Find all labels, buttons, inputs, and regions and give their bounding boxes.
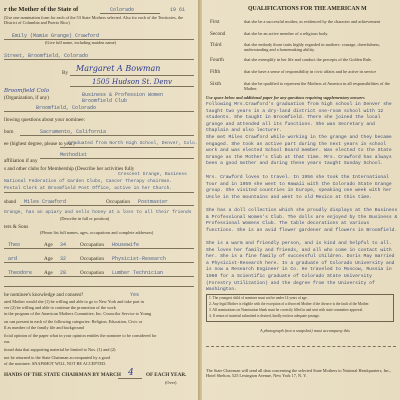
activities-label: s and other clubs for Membership (Describe her activities fully [4,166,135,172]
narrative-paragraph: She has a doll collection which she proudly displays at the Business & Professional Women's Club. The dolls are enjoyed by the Business & Professional Womens Club. The table decorations at various functions. She is an avid flower gardener and flowers in Broomfield. [206,208,398,233]
question-line: on can present in each of the following categories: Religion, Education, Civic or [4,319,143,324]
footnotes-box [206,294,394,322]
qualification-label: Third [210,42,222,48]
born-label: born [4,129,14,135]
qualification-label: First [210,19,220,25]
education-label: ee (highest degree, please to year) [4,141,75,147]
footnote: 3. All nominations on Nomination blank must be correctly filled in and sent with state committee approval. [209,308,364,312]
qualification-text: that she have a sense of responsibility in civic affairs and be active in service [244,69,377,74]
age-label: Age [44,242,53,248]
question-line: ver (2) be willing and able to continue the promotion of the work [4,305,116,310]
form-title: r the Mother of the State of [4,6,79,13]
photo-note: A photograph (not a snapshot) must accompany this [260,328,350,333]
org-address: Broomfield, Colorado [36,105,97,111]
activities-value-2: National Federation of Garden Clubs, Cancer Therapy chairman. [4,179,173,184]
org-name-2: Broomfield Club [82,98,128,104]
form-note: (Use one nomination form for each of the 53 State Mothers selected. Also for each of the Territories, the District of Columbia and Puerto Rico) [4,15,184,26]
qualifications-title: QUALIFICATIONS FOR THE AMERICAN M [248,6,367,12]
child-name: Theo [8,242,21,248]
children-note: (Please list full names, ages, occupations and complete addresses) [40,230,154,235]
by-label: By [62,70,69,76]
supplementary-instructions: Use space below and additional paper for any questions requiring supplementary answers [206,95,365,100]
name-note: (Give full name, including maiden name) [45,40,117,45]
narrative-paragraph: She is a warm and friendly person, and is kind and helpful to all. She loves her family and friends, and all who come in contact with her. She is a fine family of successful children. Doris May married a Physicist-Research here. Is a graduate of Colorado University and is now a Research Engineer in Co. He traveled to Moscow, Russia in 1960 for a Scientific graduate of Colorado State University (Forestry Utilization) and the degree from the University of Washington. [206,241,395,293]
qualification-label: Second [210,31,226,37]
child-age: 34 [60,242,67,248]
question-line: of the nominee. SNAPSHOT WILL NOT BE ACCEPTED. [4,361,107,366]
org-name-1: Business & Profession Women [82,92,164,98]
occ-label: Occupation [80,256,104,262]
state-value: Colorado [110,7,135,13]
qualification-text: that she be an active member of a religious body. [244,31,329,36]
consent-question: he nominee's knowledge and consent? [4,292,84,298]
child-occupation: Housewife [112,242,140,248]
question-line: ated Mother would she (1) be willing and able to go to New York and take part in [4,299,144,304]
consent-answer: Yes [130,292,140,298]
questions-intro: llowing questions about your nominee: [4,117,85,123]
narrative-paragraph: Mrs. Crawford loves to travel. In 1956 she took the International Tour and in 1959 she went to Hawaii with the Colorado State Grange group. She visited countries in Europe, speaking one week with her Uncle in the mountains and went to old Mexico at this time. [206,175,392,200]
footnote: 4. If return of material submitted is desired, kindly enclose adequate postage. [209,314,320,318]
org-hand-note: Broomfield Colo [4,88,50,94]
question-line: in the program of the American Mothers Committee, Inc. Councilor Service to Young [4,311,152,316]
question-line: ficial opinion of the paper what in your opinion entitles the nominee to be considered for [4,333,157,338]
qualification-label: Sixth [210,81,221,87]
church-value: Methodist [60,152,88,158]
child-name: ard [8,256,18,262]
occupation-label: Occupation [106,199,130,205]
qualification-text: that she be a successful mother, as evidenced by the character and achievement [244,19,380,24]
husband-label: sband [4,199,17,205]
closing-text: The State Chairman will send all data concerning the selected State Mothers to National Headquarters, Inc., Hotel Shelton, 525 Lexington Avenue, New York 17, N. Y. [206,368,392,379]
husband-value: Miles Crawford [24,199,67,205]
child-occupation: Physicist-Research [112,256,167,262]
age-label: Age [44,256,53,262]
child-occupation: Lumber Technician [112,270,164,276]
business-value: Grange, has an apiary and sells honey at a loss to all their friends [4,210,192,215]
qualification-label: Fourth [210,57,224,63]
education-value: Graduated from North High School, Denver, Colo. [68,141,198,146]
signature: Margaret A Bowman [76,64,161,73]
question-line: ll as number of the family life and background [4,325,84,330]
deadline-text-end: OF EACH YEAR. [146,372,187,378]
affiliation-label: affiliation if any [4,158,38,164]
child-name: Theodore [8,270,33,276]
question-line: not be returned to the State Chairman accompanied by a good [4,355,111,360]
footnote: 2. Any legal Mother is eligible with the exception of a divorced Mother if the divorce is the fault of the Mother. [209,302,370,306]
activities-value-1: Crescent Grange, Business [118,172,187,177]
address-handwritten: 1505 Hudson St. Denv [92,78,172,86]
narrative-paragraph: She met Miles Crawford while working in the grange and they became engaged. She took an active part during the next years in school work and was elected School Board member. Was elected to the State Grange as the Mother's Club at that time. Mrs. Crawford has always been a good mother and during these years taught Sunday School. [206,135,392,167]
child-age: 28 [60,270,67,276]
question-line: ear. [4,339,11,344]
narrative-paragraph: Following Mrs.Crawford's graduation from high school in Denver she taught two years in a dry-land district one-room school with 12 students. She taught in Broomfield. There she joined the local grange and attended all its functions. She was Secretary and Chaplain and also lecturer. [206,102,392,134]
nominee-name: Emily (Mamie Grange) Crawford [12,33,100,39]
children-label: ters & Sons [4,224,29,230]
footnote: 1. The youngest child of nominee must not be under 14 years of age. [209,296,308,300]
occ-label: Occupation [80,242,104,248]
org-label: (Organization, if any) [4,95,49,101]
age-label: Age [44,270,53,276]
qualification-label: Fifth [210,69,221,75]
deadline-day: 4 [128,368,134,378]
activities-value-3: Postal Clerk at Broomfield Post Office, active in her Church. [4,186,173,191]
child-age: 32 [60,256,67,262]
question-line: tional data that supporting material be limited to Nos. (1) and (2) [4,347,116,352]
born-value: Sacramento, California [40,129,107,135]
business-note: (Describe in full or position) [60,216,110,221]
qualification-text: that she exemplify in her life and conduct the precepts of the Golden Rule. [244,57,373,62]
over-note: (Over) [165,380,177,385]
nomination-form-page [0,0,198,400]
occ-label: Occupation [80,270,104,276]
year-value: 19 61 [170,7,186,13]
nominee-address: Street, Broomfield, Colorado [4,53,89,59]
qualification-text: that she embody those traits highly regarded in mothers: courage, cheerfulness, understanding and a homemaking ability. [244,42,381,53]
qualifications-page [202,0,400,400]
deadline-text: HANDS OF THE STATE CHAIRMAN BY MARCH [4,372,121,378]
occupation-value: Postmaster [138,199,169,205]
qualification-text: that she be qualified to represent the Mothers of America in all responsibilities of the Mother. [244,81,390,92]
